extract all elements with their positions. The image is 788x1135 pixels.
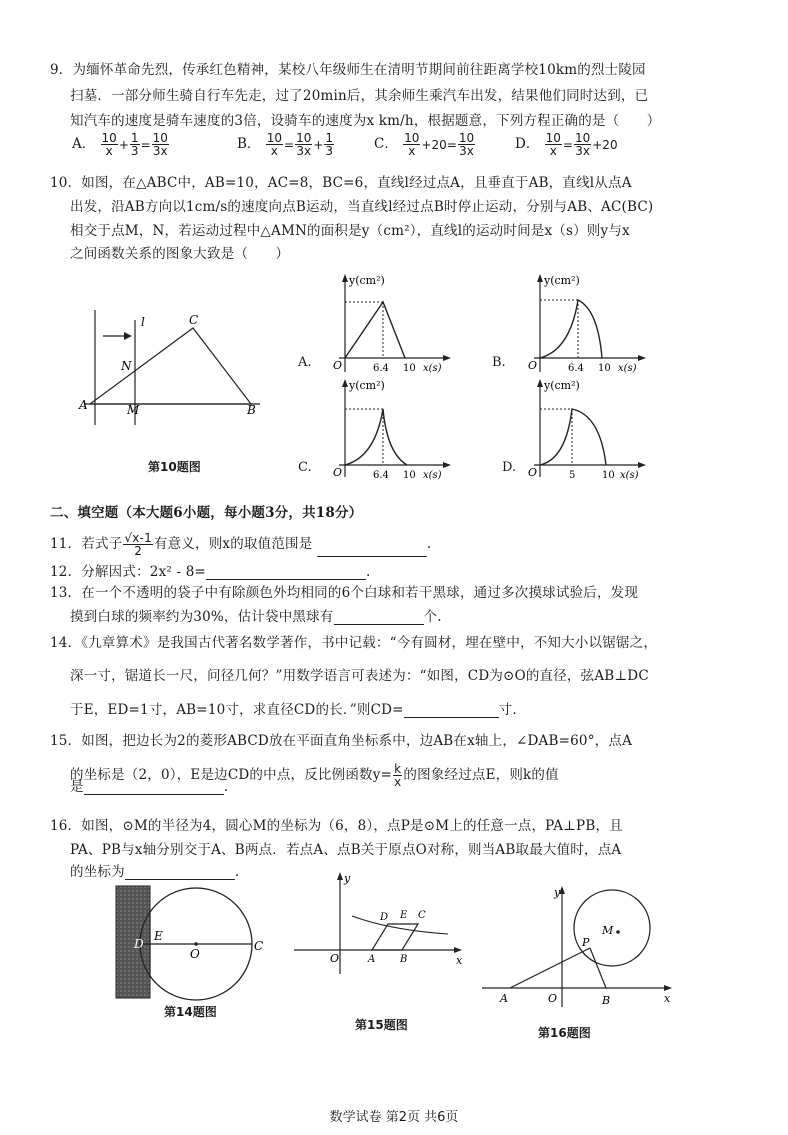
q9-option-b[interactable]: B． $\frac{10}{x}$ = $\frac{10}{3x}$ + $\frac{1}{3}$ xyxy=(237,131,334,158)
q14-line-2: 深一寸，锯道长一尺，问径几何？”用数学语言可表述为：“如图，CD为⊙O的直径，弦AB⊥DC xyxy=(70,668,649,684)
svg-text:x: x xyxy=(664,992,671,1005)
svg-text:B: B xyxy=(400,954,408,965)
svg-text:O: O xyxy=(333,359,343,372)
svg-text:M: M xyxy=(602,924,614,937)
q15-line-2: 的坐标是（2，0），E是边CD的中点，反比例函数y= $\frac{k}{x}$ 的图象经过点E，则k的值 xyxy=(70,762,559,789)
q10-line-1: 10．如图，在△ABC中，AB=10，AC=8，BC=6，直线l经过点A，且垂直于AB，直线l从点A xyxy=(50,175,632,191)
svg-text:E: E xyxy=(154,929,163,943)
q10-graph-d[interactable] xyxy=(520,375,650,485)
svg-text:x(s): x(s) xyxy=(423,470,442,481)
fig16 xyxy=(478,882,678,1012)
svg-text:6.4: 6.4 xyxy=(568,363,584,374)
svg-text:y: y xyxy=(554,886,561,899)
svg-text:6.4: 6.4 xyxy=(373,470,389,481)
q14-answer-blank[interactable] xyxy=(404,703,499,718)
wall xyxy=(116,886,150,998)
page-footer: 数学试卷 第2页 共6页 xyxy=(329,1110,459,1125)
q16-line-2: PA、PB与x轴分别交于A、B两点．若点A、点B关于原点O对称，则当AB取最大值时，点A xyxy=(70,842,622,858)
q10-graph-c-label: C. xyxy=(298,460,312,475)
svg-text:y(cm²): y(cm²) xyxy=(544,274,580,287)
q10-graph-a[interactable] xyxy=(325,270,455,380)
q15-line-1: 15．如图，把边长为2的菱形ABCD放在平面直角坐标系中，边AB在x轴上，∠DAB=60°，点A xyxy=(50,733,633,749)
q11: 11．若式子 $\frac{√x-1}{2}$ 有意义，则x的取值范围是 . xyxy=(50,531,432,558)
q9-option-c[interactable]: C． $\frac{10}{x}$ +20= $\frac{10}{3x}$ xyxy=(374,131,475,158)
svg-text:B: B xyxy=(602,994,611,1007)
q13-line-2: 摸到白球的频率约为30%，估计袋中黑球有 个. xyxy=(70,609,442,625)
svg-text:l: l xyxy=(141,315,145,329)
svg-text:y(cm²): y(cm²) xyxy=(349,379,385,392)
q9-option-d[interactable]: D． $\frac{10}{x}$ = $\frac{10}{3x}$ +20 xyxy=(515,131,618,158)
svg-text:x(s): x(s) xyxy=(423,363,442,374)
q10-graph-b[interactable] xyxy=(520,270,650,380)
q10-graph-c[interactable] xyxy=(325,375,455,485)
q9-option-a[interactable]: A． $\frac{10}{x}$ + $\frac{1}{3}$ = $\frac{10}{3x}$ xyxy=(72,131,168,158)
svg-text:O: O xyxy=(333,466,343,479)
q13-line-1: 13．在一个不透明的袋子中有除颜色外均相同的6个白球和若干黑球，通过多次摸球试验后，发现 xyxy=(50,585,639,601)
svg-text:O: O xyxy=(330,952,340,965)
section-2-title: 二、填空题（本大题6小题，每小题3分，共18分） xyxy=(50,505,363,521)
q15-line-3: 是 . xyxy=(70,779,229,795)
q10-triangle-figure xyxy=(75,290,275,430)
svg-text:x: x xyxy=(456,954,463,967)
q11-answer-blank[interactable] xyxy=(317,542,427,557)
fig15 xyxy=(290,870,465,980)
svg-text:x(s): x(s) xyxy=(618,363,637,374)
svg-text:D: D xyxy=(134,937,144,951)
svg-text:O: O xyxy=(528,466,538,479)
svg-text:5: 5 xyxy=(569,470,576,481)
svg-text:10: 10 xyxy=(403,363,416,374)
svg-text:10: 10 xyxy=(403,470,416,481)
svg-text:A: A xyxy=(152,903,161,917)
svg-text:y: y xyxy=(344,872,351,885)
svg-text:x(s): x(s) xyxy=(620,470,639,481)
q9-line-1: 9．为缅怀革命先烈，传承红色精神，某校八年级师生在清明节期间前往距离学校10km的烈士陵园 xyxy=(50,62,646,78)
q16-answer-blank[interactable] xyxy=(125,865,235,880)
q10-line-3: 相交于点M，N，若运动过程中△AMN的面积是y（cm²），直线l的运动时间是x（s）则y与x xyxy=(70,223,630,239)
fig16-caption: 第16题图 xyxy=(538,1026,591,1040)
q10-graph-a-label: A. xyxy=(298,355,312,370)
q10-graph-d-label: D. xyxy=(502,460,517,475)
q10-graph-b-label: B. xyxy=(492,355,506,370)
svg-text:A: A xyxy=(79,398,88,412)
svg-text:O: O xyxy=(190,947,200,961)
svg-text:C: C xyxy=(254,939,264,953)
svg-text:C: C xyxy=(189,313,199,327)
svg-text:E: E xyxy=(400,910,408,921)
segment-pa xyxy=(510,948,590,988)
svg-text:B: B xyxy=(152,965,161,979)
q9-line-2: 扫墓．一部分师生骑自行车先走，过了20min后，其余师生乘汽车出发，结果他们同时达到，已 xyxy=(70,88,649,104)
svg-text:10: 10 xyxy=(602,470,615,481)
segment-pb xyxy=(590,948,606,988)
q9-line-3: 知汽车的速度是骑车速度的3倍，设骑车的速度为x km/h，根据题意，下列方程正确的是（ ） xyxy=(70,113,661,129)
triangle-abc xyxy=(90,328,251,404)
svg-text:y(cm²): y(cm²) xyxy=(544,379,580,392)
svg-text:O: O xyxy=(528,359,538,372)
svg-text:A: A xyxy=(368,954,376,965)
arrow-head-icon xyxy=(124,332,132,340)
svg-text:A: A xyxy=(500,992,508,1005)
svg-text:O: O xyxy=(548,992,558,1005)
fig14 xyxy=(112,882,277,1002)
svg-text:y(cm²): y(cm²) xyxy=(349,274,385,287)
q15-answer-blank[interactable] xyxy=(84,780,224,795)
q12-answer-blank[interactable] xyxy=(206,565,366,580)
q12: 12．分解因式：2x² - 8= . xyxy=(50,564,371,580)
fig15-caption: 第15题图 xyxy=(355,1018,408,1032)
svg-text:N: N xyxy=(121,359,132,373)
q14-line-3: 于E，ED=1寸，AB=10寸，求直径CD的长．”则CD= 寸. xyxy=(70,702,517,718)
q10-line-2: 出发，沿AB方向以1cm/s的速度向点B运动，当直线l经过点B时停止运动，分别与AB、AC(BC) xyxy=(70,199,654,215)
fig14-caption: 第14题图 xyxy=(164,1005,217,1019)
q13-answer-blank[interactable] xyxy=(334,610,424,625)
svg-text:P: P xyxy=(582,936,590,949)
svg-text:M: M xyxy=(127,403,140,417)
svg-text:6.4: 6.4 xyxy=(373,363,389,374)
q10-line-4: 之间函数关系的图象大致是（ ） xyxy=(70,246,290,262)
svg-text:D: D xyxy=(380,912,389,923)
q10-figure-caption: 第10题图 xyxy=(148,460,201,474)
q16-line-3: 的坐标为 . xyxy=(70,864,240,880)
q14-line-1: 14．《九章算术》是我国古代著名数学著作，书中记载：“今有圆材，埋在壁中，不知大小以锯锯之， xyxy=(50,635,658,651)
svg-text:B: B xyxy=(247,403,256,417)
q16-line-1: 16．如图，⊙M的半径为4，圆心M的坐标为（6，8），点P是⊙M上的任意一点，PA⊥PB，且 xyxy=(50,818,623,834)
svg-text:10: 10 xyxy=(598,363,611,374)
svg-text:C: C xyxy=(418,910,426,921)
